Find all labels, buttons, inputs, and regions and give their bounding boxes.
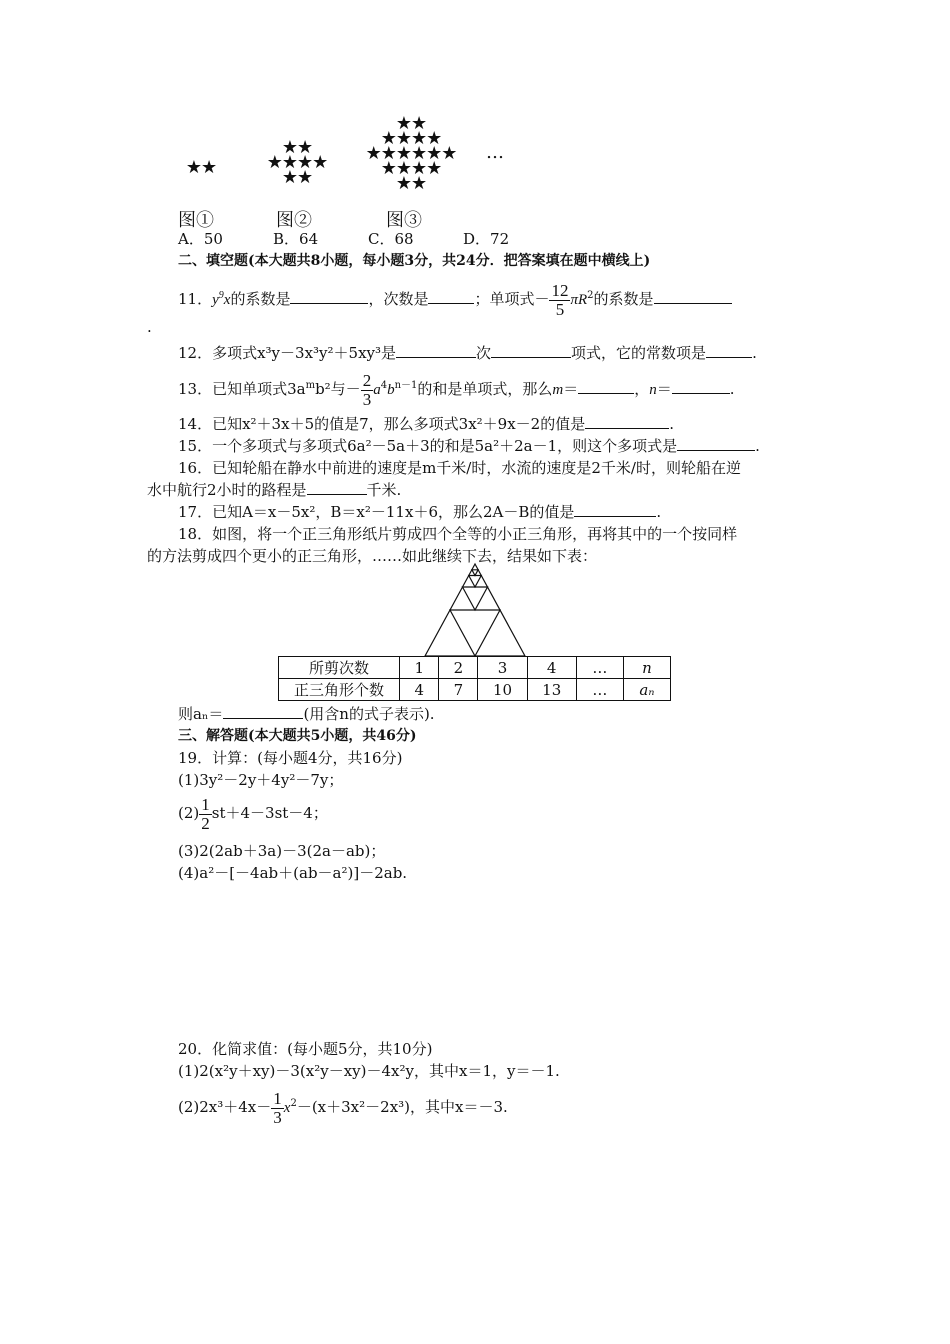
answer-blank[interactable] <box>672 379 730 394</box>
answer-blank[interactable] <box>677 436 755 451</box>
answer-blank[interactable] <box>578 379 634 394</box>
figure-label-2: 图② <box>276 210 312 231</box>
inner-triangle-4 <box>472 570 478 576</box>
star-row: ★★★★ <box>380 128 442 149</box>
star-row: ★★ <box>395 173 427 194</box>
star-row: ★★★★ <box>380 158 442 179</box>
question-19-title: 19．计算：(每小题4分，共16分) <box>178 749 403 767</box>
q11-text-1: 的系数是 <box>230 290 291 308</box>
q20-part-2-text-2: －(x＋3x²－2x³)，其中x＝－3. <box>296 1098 508 1116</box>
q12-text-1: 12．多项式x³y－3x³y²＋5xy³是 <box>178 344 397 362</box>
fraction <box>361 372 374 409</box>
q13-text-3: 的和是单项式，那么 <box>417 380 553 398</box>
q14-text: 14．已知x²＋3x＋5的值是7，那么多项式3x²＋9x－2的值是 <box>178 415 586 433</box>
denominator: 3 <box>273 1107 282 1127</box>
figure-ellipsis: … <box>486 142 504 163</box>
triangle-figure <box>420 562 530 658</box>
table-cell: 2 <box>439 657 478 679</box>
table-cell: … <box>576 657 623 679</box>
q11-text-2: ，次数是 <box>368 290 429 308</box>
inner-triangle-2 <box>463 587 488 610</box>
question-18-answer <box>178 703 435 724</box>
question-19-part-3: (3)2(2ab＋3a)－3(2a－ab)； <box>178 842 386 860</box>
question-15 <box>178 435 760 456</box>
question-17 <box>178 501 661 522</box>
answer-blank[interactable] <box>654 289 732 304</box>
q16-end: 千米. <box>366 481 402 499</box>
q19-part-2-text: st＋4－3st－4； <box>211 804 328 822</box>
figure-3 <box>363 113 459 194</box>
question-20-title: 20．化简求值：(每小题5分，共10分) <box>178 1040 433 1058</box>
denominator: 3 <box>362 389 372 409</box>
star-row: ★★ <box>281 167 313 188</box>
a-variable: a <box>373 382 381 398</box>
q13-exp-m: m <box>305 380 316 391</box>
table-cell: 3 <box>478 657 527 679</box>
question-19-part-1: (1)3y²－2y＋4y²－7y； <box>178 771 344 789</box>
answer-blank[interactable] <box>290 289 368 304</box>
star-row: ★★★★★★ <box>365 143 457 164</box>
inner-triangle-3 <box>469 576 482 588</box>
q17-text: 17．已知A＝x－5x²，B＝x²－11x＋6，那么2A－B的值是 <box>178 503 575 521</box>
answer-blank[interactable] <box>396 343 476 358</box>
q13-end: . <box>729 380 735 398</box>
q11-expr: $y^9x$ <box>212 290 231 308</box>
equals: ＝ <box>563 380 579 398</box>
q12-end: . <box>752 344 757 362</box>
star-row: ★★ <box>185 157 217 178</box>
x-variable: x <box>283 1100 291 1116</box>
option-b: B．64 <box>273 230 319 248</box>
equals: ＝ <box>656 380 672 398</box>
table-cell: … <box>576 679 623 701</box>
star-row: ★★ <box>281 137 313 158</box>
section-3-header: 三、解答题(本大题共5小题，共46分) <box>178 728 417 744</box>
answer-blank[interactable] <box>706 343 752 358</box>
figure-label-1: 图① <box>178 210 214 231</box>
question-20-part-1: (1)2(x²y＋xy)－3(x²y－xy)－4x²y，其中x＝1，y＝－1. <box>178 1062 560 1080</box>
table-cell: 1 <box>400 657 439 679</box>
q15-end: . <box>755 437 760 455</box>
table-row <box>279 657 671 679</box>
option-c: C．68 <box>368 230 414 248</box>
cuts-table <box>278 656 671 701</box>
numerator: 12 <box>551 280 569 300</box>
numerator: 1 <box>201 794 210 814</box>
question-20-part-2: (2)2x³＋4x－ $\frac{1}{3}$ $x^2-(x+3x^2-2x^3)$，其中x＝－3. <box>178 1088 508 1127</box>
q11-text-4: 的系数是 <box>593 290 654 308</box>
q15-text: 15．一个多项式与多项式6a²－5a＋3的和是5a²＋2a－1，则这个多项式是 <box>178 437 678 455</box>
star-row: ★★ <box>395 113 427 134</box>
n-variable: n <box>649 382 657 398</box>
figure-2 <box>264 137 330 188</box>
q12-text-3: 项式，它的常数项是 <box>571 344 707 362</box>
denominator: 5 <box>555 299 565 319</box>
q13-text-2: b²与－ <box>315 380 361 398</box>
section-2-header: 二、填空题(本大题共8小题，每小题3分，共24分．把答案填在题中横线上) <box>178 253 651 269</box>
question-19-part-2 <box>178 790 328 836</box>
table-cell: aₙ <box>623 679 670 701</box>
answer-blank[interactable] <box>307 480 367 495</box>
table-cell: 7 <box>439 679 478 701</box>
q18-answer-text: 则aₙ＝ <box>178 705 224 723</box>
answer-blank[interactable] <box>428 289 474 304</box>
q18-answer-end: (用含n的式子表示). <box>303 705 435 723</box>
q20-part-2-text-1: (2)2x³＋4x－ <box>178 1098 272 1116</box>
q11-text-3: ；单项式－ <box>474 290 550 308</box>
question-12 <box>178 342 757 363</box>
answer-blank[interactable] <box>574 502 656 517</box>
question-18-line-2: 的方法剪成四个更小的正三角形，……如此继续下去，结果如下表： <box>147 547 598 565</box>
table-cell: 正三角形个数 <box>279 679 400 701</box>
separator: ， <box>634 380 650 398</box>
table-cell: n <box>623 657 670 679</box>
inner-triangle-1 <box>450 610 500 656</box>
table-cell: 4 <box>400 679 439 701</box>
r-variable: R <box>578 292 588 308</box>
star-row: ★★★★ <box>266 152 328 173</box>
q13-text-1: 13．已知单项式3a <box>178 380 306 398</box>
denominator: 2 <box>201 813 210 833</box>
table-cell: 4 <box>527 657 576 679</box>
numerator: 1 <box>273 1088 282 1108</box>
option-d: D．72 <box>463 230 510 248</box>
q11-number: 11． <box>178 290 213 308</box>
fraction <box>199 796 212 833</box>
q16-text: 水中航行2小时的路程是 <box>147 481 307 499</box>
option-a: A．50 <box>178 230 223 248</box>
q19-part-2-label: (2) <box>178 804 200 822</box>
question-11: 11．$y^9x$的系数是 ，次数是 ；单项式－ $\frac{12}{5}$ $\pi R^2$的系数是 <box>178 270 732 322</box>
table-cell: 13 <box>527 679 576 701</box>
pi-symbol: π <box>570 292 578 308</box>
b-variable: b <box>387 382 395 398</box>
question-19-part-4: (4)a²－[－4ab＋(ab－a²)]－2ab. <box>178 864 408 882</box>
question-18-line-1: 18．如图，将一个正三角形纸片剪成四个全等的小正三角形，再将其中的一个按同样 <box>178 525 738 543</box>
question-13: 13．已知单项式$3a^mb^2$与－ $\frac{2}{3}$ $a^4b^{n-1}$的和是单项式，那么m＝ ，n＝ . <box>178 370 735 409</box>
question-14 <box>178 413 674 434</box>
q11-period: . <box>147 318 152 336</box>
question-16-line-2 <box>147 479 401 500</box>
figure-1 <box>183 157 219 178</box>
table-cell: 10 <box>478 679 527 701</box>
q14-end: . <box>669 415 674 433</box>
fraction <box>549 282 570 319</box>
answer-blank[interactable] <box>223 704 303 719</box>
m-variable: m <box>552 382 564 398</box>
answer-blank[interactable] <box>491 343 571 358</box>
q13-exp-n: n－1 <box>394 380 418 391</box>
q12-text-2: 次 <box>476 344 492 362</box>
table-row <box>279 679 671 701</box>
q17-end: . <box>656 503 662 521</box>
numerator: 2 <box>362 370 372 390</box>
question-16-line-1: 16．已知轮船在静水中前进的速度是m千米/时，水流的速度是2千米/时，则轮船在逆 <box>178 459 741 477</box>
figure-label-3: 图③ <box>386 210 422 231</box>
table-cell: 所剪次数 <box>279 657 400 679</box>
fraction <box>271 1090 284 1127</box>
answer-blank[interactable] <box>585 414 669 429</box>
